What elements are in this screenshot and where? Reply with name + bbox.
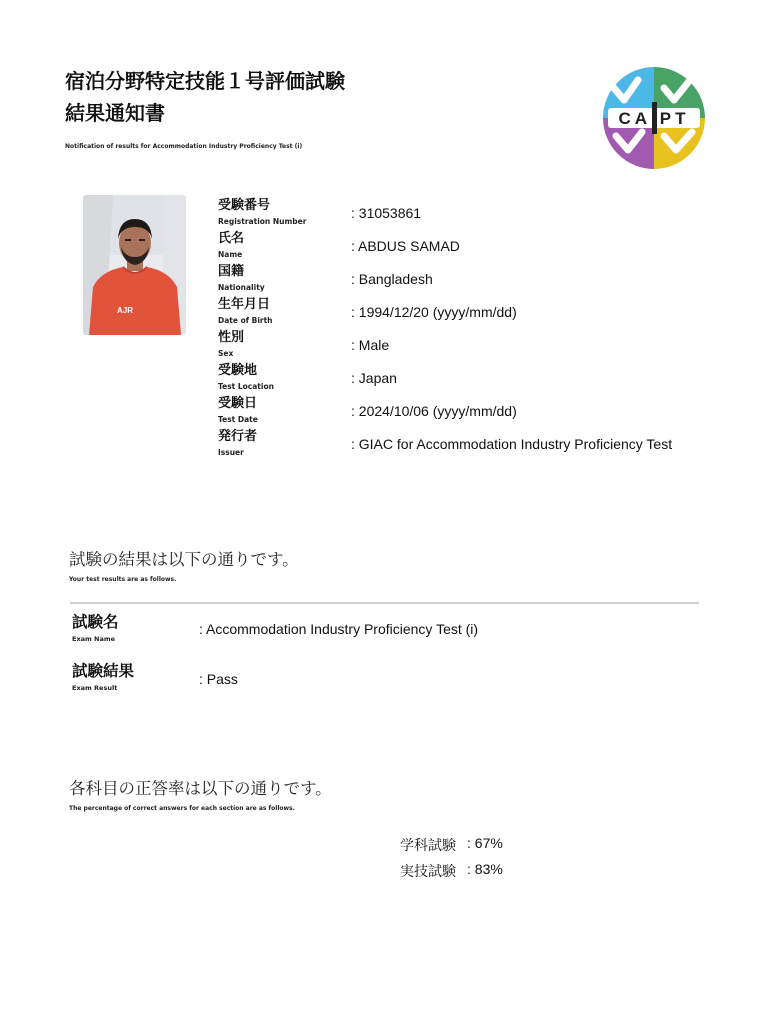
test-location-label-en: Test Location <box>218 382 274 391</box>
document-title-line2: 結果通知書 <box>65 101 165 125</box>
sex-value: : Male <box>351 337 390 353</box>
test-location-label: 受験地 <box>218 363 258 378</box>
logo-text: CAIPT <box>618 109 690 128</box>
academic-test-score: : 67% <box>467 835 503 851</box>
name-value: : ABDUS SAMAD <box>351 238 460 254</box>
results-heading: 試験の結果は以下の通りです。 <box>69 550 299 569</box>
issuer-label: 発行者 <box>218 429 258 444</box>
test-date-value: : 2024/10/06 (yyyy/mm/dd) <box>351 403 517 419</box>
academic-test-label: 学科試験 <box>400 838 456 854</box>
scores-heading-en: The percentage of correct answers for each section are as follows. <box>69 805 295 812</box>
date-of-birth-value: : 1994/12/20 (yyyy/mm/dd) <box>351 304 517 320</box>
date-of-birth-label-en: Date of Birth <box>218 316 273 325</box>
test-date-label: 受験日 <box>218 396 258 411</box>
practical-test-score: : 83% <box>467 861 503 877</box>
document-subtitle: Notification of results for Accommodation Industry Proficiency Test (i) <box>65 143 303 150</box>
caipt-logo <box>602 66 706 170</box>
practical-test-label: 実技試験 <box>400 864 456 880</box>
name-label-en: Name <box>218 250 243 259</box>
exam-name-label: 試験名 <box>72 613 119 631</box>
exam-name-value: : Accommodation Industry Proficiency Test (i) <box>199 621 479 637</box>
exam-result-label: 試験結果 <box>72 662 135 680</box>
document-title-line1: 宿泊分野特定技能１号評価試験 <box>65 69 345 93</box>
candidate-photo <box>83 195 186 335</box>
exam-name-label-en: Exam Name <box>72 635 116 643</box>
nationality-value: : Bangladesh <box>351 271 433 287</box>
exam-result-value: : Pass <box>199 671 238 687</box>
results-divider <box>70 602 699 604</box>
exam-result-label-en: Exam Result <box>72 684 118 692</box>
name-label: 氏名 <box>218 231 245 246</box>
svg-text:AJR: AJR <box>117 306 134 315</box>
scores-heading: 各科目の正答率は以下の通りです。 <box>69 779 332 798</box>
nationality-label-en: Nationality <box>218 283 265 292</box>
test-date-label-en: Test Date <box>218 415 258 424</box>
issuer-value: : GIAC for Accommodation Industry Proficiency Test <box>351 436 673 452</box>
registration-number-label-en: Registration Number <box>218 217 307 226</box>
registration-number-label: 受験番号 <box>218 198 271 213</box>
issuer-label-en: Issuer <box>218 448 244 457</box>
registration-number-value: : 31053861 <box>351 205 422 221</box>
nationality-label: 国籍 <box>218 264 245 279</box>
sex-label-en: Sex <box>218 349 234 358</box>
sex-label: 性別 <box>218 330 245 345</box>
test-location-value: : Japan <box>351 370 397 386</box>
date-of-birth-label: 生年月日 <box>218 297 271 312</box>
results-heading-en: Your test results are as follows. <box>69 576 177 583</box>
